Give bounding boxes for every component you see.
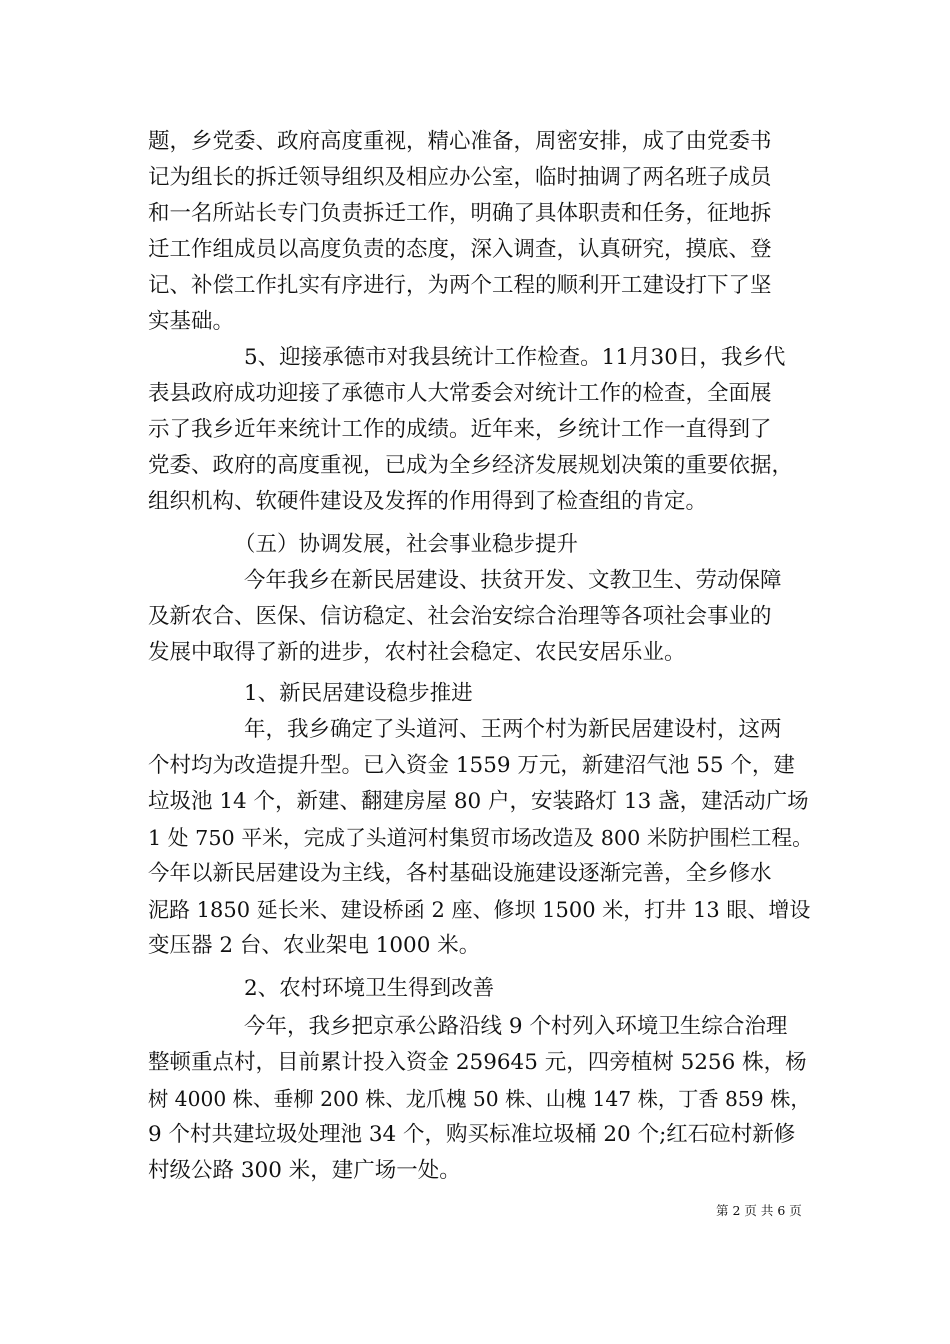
- page-indicator: 第 2 页 共 6 页: [716, 1203, 802, 1218]
- body-text-line: 树 4000 株、垂柳 200 株、龙爪槐 50 株、山槐 147 株，丁香 859 株，: [148, 1087, 811, 1111]
- body-text-line: 组织机构、软硬件建设及发挥的作用得到了检查组的肯定。: [148, 489, 708, 514]
- body-text-line: 和一名所站长专门负责拆迁工作，明确了具体职责和任务，征地拆: [148, 201, 772, 226]
- section-heading: （五）协调发展，社会事业稳步提升: [234, 532, 579, 557]
- body-text-line: 今年我乡在新民居建设、扶贫开发、文教卫生、劳动保障: [244, 568, 782, 593]
- body-text-line: 5、迎接承德市对我县统计工作检查。11月30日，我乡代: [244, 345, 786, 370]
- body-text-line: 1 处 750 平米，完成了头道河村集贸市场改造及 800 米防护围栏工程。: [148, 826, 813, 850]
- body-text-line: 示了我乡近年来统计工作的成绩。近年来，乡统计工作一直得到了: [148, 417, 772, 442]
- body-text-line: 及新农合、医保、信访稳定、社会治安综合治理等各项社会事业的: [148, 604, 772, 629]
- body-text-line: 泥路 1850 延长米、建设桥函 2 座、修坝 1500 米，打井 13 眼、增设: [148, 898, 811, 922]
- body-text-line: 记为组长的拆迁领导组织及相应办公室，临时抽调了两名班子成员: [148, 165, 772, 190]
- body-text-line: 村级公路 300 米，建广场一处。: [148, 1158, 461, 1183]
- subsection-heading: 1、新民居建设稳步推进: [244, 681, 473, 706]
- body-text-line: 垃圾池 14 个，新建、翻建房屋 80 户，安装路灯 13 盏，建活动广场: [148, 789, 809, 814]
- body-text-line: 记、补偿工作扎实有序进行，为两个工程的顺利开工建设打下了坚: [148, 273, 772, 298]
- body-text-line: 题，乡党委、政府高度重视，精心准备，周密安排，成了由党委书: [148, 129, 772, 154]
- body-text-line: 实基础。: [148, 309, 235, 334]
- body-text-line: 发展中取得了新的进步，农村社会稳定、农民安居乐业。: [148, 640, 686, 665]
- body-text-line: 个村均为改造提升型。已入资金 1559 万元，新建沼气池 55 个，建: [148, 753, 795, 778]
- body-text-line: 年，我乡确定了头道河、王两个村为新民居建设村，这两: [244, 717, 782, 742]
- body-text-line: 整顿重点村，目前累计投入资金 259645 元，四旁植树 5256 株，杨: [148, 1050, 807, 1075]
- body-text-line: 党委、政府的高度重视，已成为全乡经济发展规划决策的重要依据，: [148, 453, 794, 478]
- body-text-line: 迁工作组成员以高度负责的态度，深入调查，认真研究，摸底、登: [148, 237, 772, 262]
- body-text-line: 9 个村共建垃圾处理池 34 个，购买标准垃圾桶 20 个;红石砬村新修: [148, 1122, 796, 1147]
- body-text-line: 今年以新民居建设为主线，各村基础设施建设逐渐完善，全乡修水: [148, 861, 772, 886]
- subsection-heading: 2、农村环境卫生得到改善: [244, 976, 495, 1001]
- body-text-line: 表县政府成功迎接了承德市人大常委会对统计工作的检查，全面展: [148, 381, 772, 406]
- body-text-line: 今年，我乡把京承公路沿线 9 个村列入环境卫生综合治理: [244, 1014, 788, 1039]
- body-text-line: 变压器 2 台、农业架电 1000 米。: [148, 933, 481, 958]
